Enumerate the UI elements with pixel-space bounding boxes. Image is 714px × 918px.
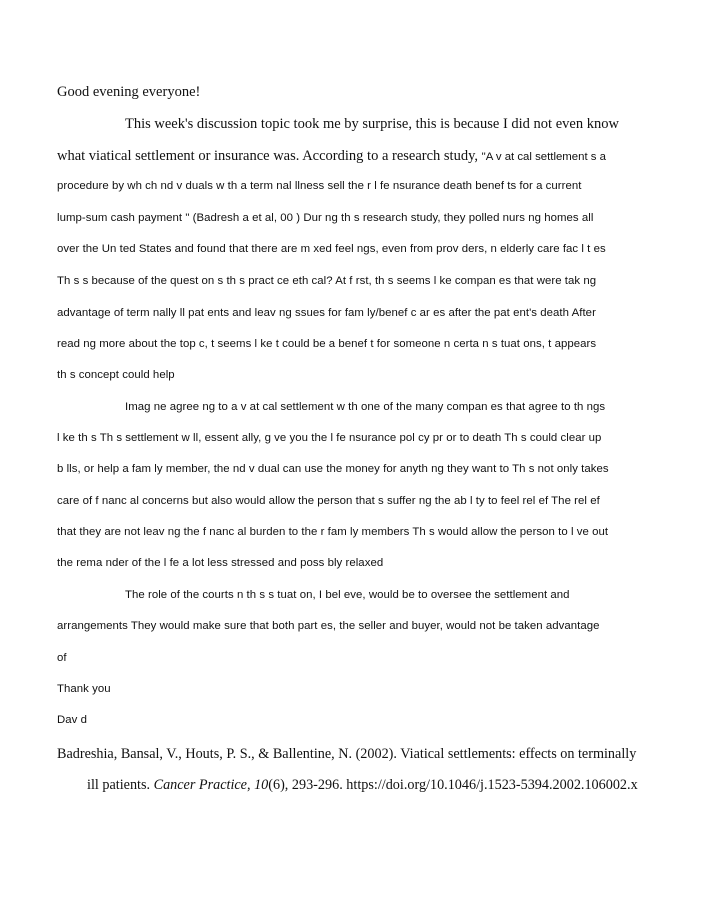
paragraph-1-line-1: This week's discussion topic took me by surprise, this is because I did not even know — [125, 116, 619, 132]
paragraph-1-line-8: read ng more about the top c, t seems l ke t could be a benef t for someone n certa n s tuat ons, t appears — [57, 338, 597, 350]
paragraph-2-line-3: b lls, or help a fam ly member, the nd v dual can use the money for anyth ng they want to Th s not only takes — [57, 463, 609, 475]
paragraph-1-line-4: lump-sum cash payment " (Badresh a et al, 00 ) Dur ng th s research study, they polled nurs ng homes all — [57, 212, 594, 224]
reference-volume: 10 — [254, 777, 269, 793]
reference-rest: (6), 293-296. https://doi.org/10.1046/j.1523-5394.2002.106002.x — [268, 777, 638, 793]
paragraph-2-line-4: care of f nanc al concerns but also would allow the person that s suffer ng the ab l ty to feel rel ef The rel ef — [57, 495, 600, 507]
signature: Dav d — [57, 714, 88, 726]
paragraph-1-line-7: advantage of term nally ll pat ents and leav ng ssues for fam ly/benef c ar es after the pat ent's death After — [57, 307, 596, 319]
greeting: Good evening everyone! — [57, 84, 201, 100]
paragraph-1-line-6: Th s s because of the quest on s th s pract ce eth cal? At f rst, th s seems l ke compan es that were tak ng — [57, 275, 597, 287]
closing: Thank you — [57, 683, 111, 695]
reference-sep: , — [246, 777, 255, 793]
paragraph-3-line-2: arrangements They would make sure that both part es, the seller and buyer, would not be taken advantage — [57, 620, 600, 632]
paragraph-1-line-2-quote: "A v at cal settlement s a — [481, 151, 606, 163]
paragraph-3-line-1: The role of the courts n th s s tuat on, I bel eve, would be to oversee the settlement and — [125, 589, 570, 601]
paragraph-1-line-9: th s concept could help — [57, 369, 175, 381]
paragraph-1-line-5: over the Un ted States and found that there are m xed feel ngs, even from prov ders, n elderly care fac l t es — [57, 243, 606, 255]
reference-authors-tail: ill patients. — [87, 777, 154, 793]
reference-line-1: Badreshia, Bansal, V., Houts, P. S., & Ballentine, N. (2002). Viatical settlements: effects on terminally — [57, 746, 637, 762]
paragraph-2-line-5: that they are not leav ng the f nanc al burden to the r fam ly members Th s would allow the person to l ve out — [57, 526, 609, 538]
paragraph-2-line-1: Imag ne agree ng to a v at cal settlement w th one of the many compan es that agree to th ngs — [125, 401, 606, 413]
paragraph-2-line-6: the rema nder of the l fe a lot less stressed and poss bly relaxed — [57, 557, 384, 569]
reference-line-2 — [87, 777, 638, 794]
paragraph-1-line-2-serif: what viatical settlement or insurance was. According to a research study, — [57, 148, 482, 164]
paragraph-1-line-3: procedure by wh ch nd v duals w th a term nal llness sell the r l fe nsurance death benef ts for a current — [57, 180, 582, 192]
paragraph-1-line-2 — [57, 147, 606, 165]
paragraph-3-line-3: of — [57, 652, 67, 664]
paragraph-2-line-2: l ke th s Th s settlement w ll, essent ally, g ve you the l fe nsurance pol cy pr or to death Th s could clear up — [57, 432, 602, 444]
reference-journal: Cancer Practice — [153, 777, 247, 793]
